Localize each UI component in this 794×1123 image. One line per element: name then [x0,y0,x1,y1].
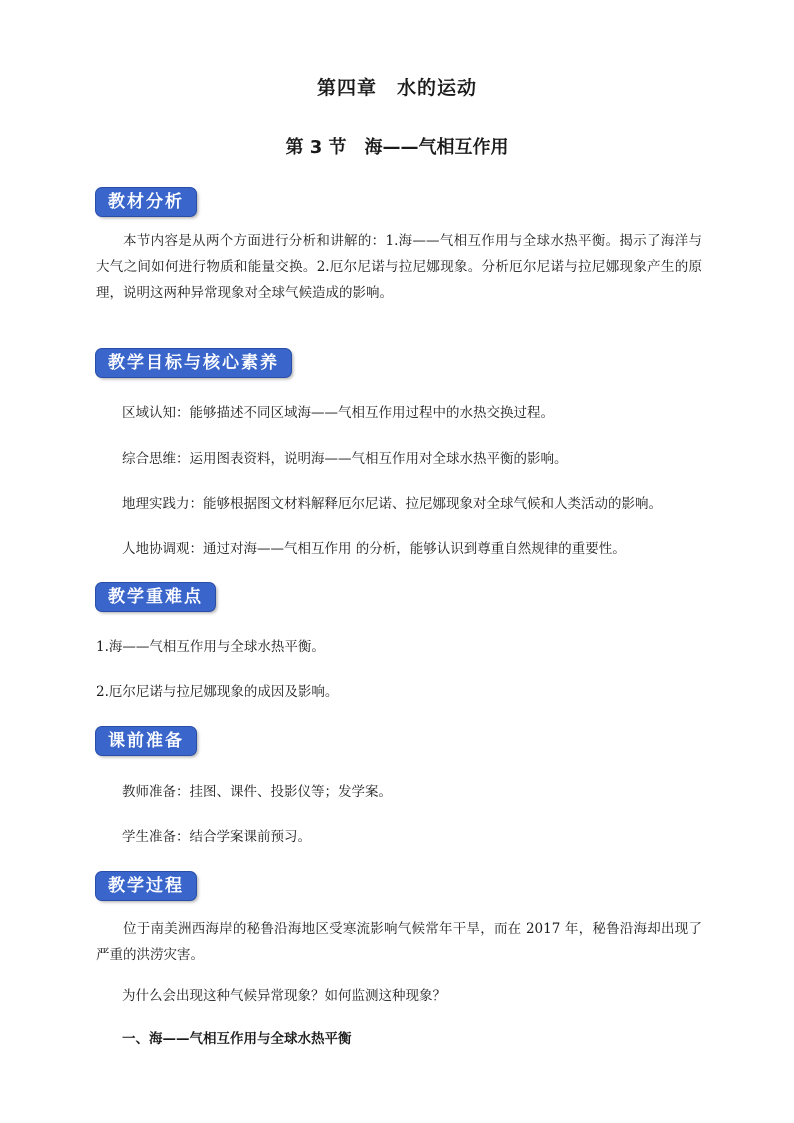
badge-analysis: 教材分析 [96,188,196,216]
objective-item: 地理实践力：能够根据图文材料解释厄尔尼诺、拉尼娜现象对全球气候和人类活动的影响。 [122,496,662,512]
objective-item: 区域认知：能够描述不同区域海——气相互作用过程中的水热交换过程。 [122,405,554,421]
analysis-paragraph: 本节内容是从两个方面进行分析和讲解的：1.海——气相互作用与全球水热平衡。揭示了海洋与大气之间如何进行物质和能量交换。2.厄尔尼诺与拉尼娜现象。分析厄尔尼诺与拉尼娜现象产生的原理，说明这两种异常现象对全球气候造成的影响。 [96,233,702,301]
section-title: 第 3 节 海——气相互作用 [285,137,509,158]
preparation-item: 学生准备：结合学案课前预习。 [122,829,311,845]
chapter-title: 第四章 水的运动 [316,77,477,99]
process-question: 为什么会出现这种气候异常现象？如何监测这种现象？ [122,988,446,1004]
process-paragraph: 位于南美洲西海岸的秘鲁沿海地区受寒流影响气候常年干旱，而在 2017 年，秘鲁沿海却出现了严重的洪涝灾害。 [96,921,702,963]
preparation-item: 教师准备：挂图、课件、投影仪等；发学案。 [122,784,392,800]
key-point-item: 2.厄尔尼诺与拉尼娜现象的成因及影响。 [96,684,339,700]
badge-objectives: 教学目标与核心素养 [96,349,291,377]
objective-item: 综合思维：运用图表资料，说明海——气相互作用对全球水热平衡的影响。 [122,451,568,467]
badge-process: 教学过程 [96,872,196,900]
badge-preparation: 课前准备 [96,727,196,755]
objective-item: 人地协调观：通过对海——气相互作用 的分析，能够认识到尊重自然规律的重要性。 [122,541,626,557]
process-subheading: 一、海——气相互作用与全球水热平衡 [122,1031,352,1047]
key-point-item: 1.海——气相互作用与全球水热平衡。 [96,639,325,655]
badge-key-points: 教学重难点 [96,583,215,611]
